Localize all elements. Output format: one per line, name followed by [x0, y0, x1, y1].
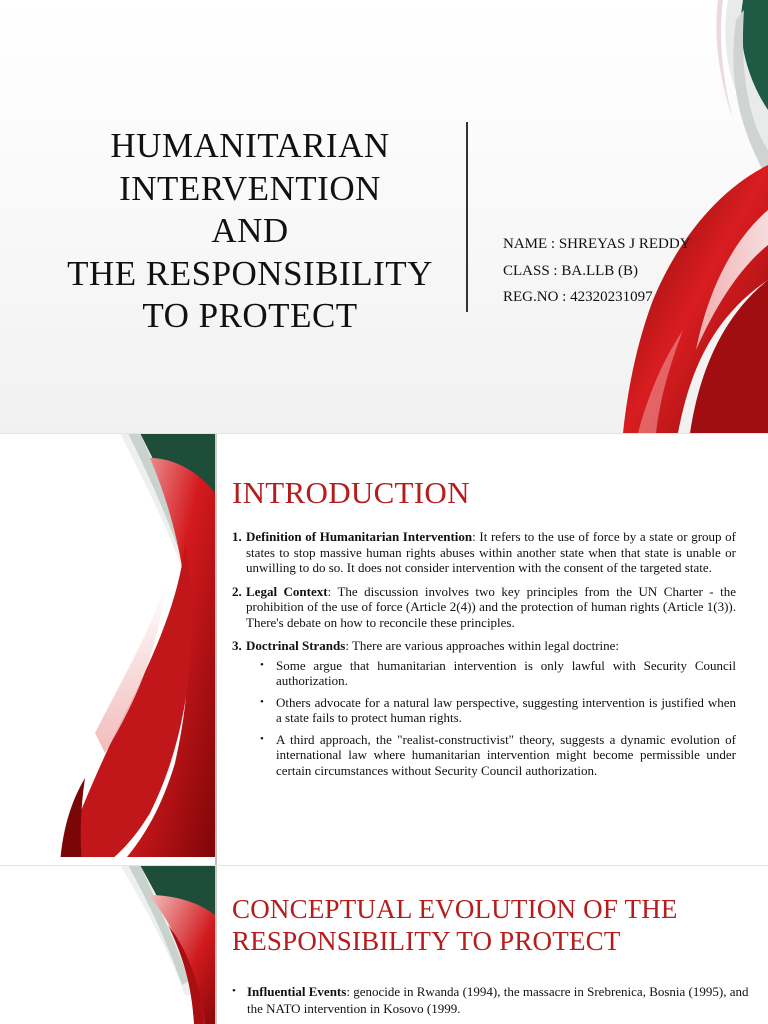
- bullet-icon: •: [260, 732, 264, 745]
- bullet-icon: •: [232, 985, 236, 997]
- list-item: [232, 983, 755, 1017]
- slide-divider-line: [215, 433, 217, 865]
- title-slide: [0, 0, 768, 433]
- title-line-5: TO PROTECT: [142, 296, 358, 335]
- item-term: Doctrinal Strands: [246, 638, 346, 653]
- title-line-3: AND: [211, 211, 289, 250]
- author-regno: REG.NO : 42320231097: [503, 289, 653, 305]
- item-text: : It refers to the use of force by a state or group of states to stop massive human rights abuses within another state when that state is unable or unwilling to do so. It does not consider intervention with the consent of the targeted state.: [246, 529, 736, 575]
- title-line-4: THE RESPONSIBILITY: [67, 253, 433, 293]
- title-divider: [466, 122, 468, 312]
- heading-line-1: CONCEPTUAL EVOLUTION OF THE: [232, 894, 678, 924]
- item-term: Influential Events: [247, 984, 347, 999]
- introduction-list: [232, 529, 736, 786]
- bullet-icon: •: [260, 695, 264, 708]
- conceptual-evolution-slide: [0, 865, 768, 1024]
- red-ribbon-decoration-right: [568, 0, 768, 433]
- item-term: Legal Context: [246, 583, 328, 599]
- sub-list-item: [260, 658, 736, 689]
- title-line-2: INTERVENTION: [119, 168, 381, 208]
- section-heading: INTRODUCTION: [232, 475, 470, 510]
- sub-list-item: [260, 732, 736, 779]
- sub-item-text: A third approach, the "realist-constructivist" theory, suggests a dynamic evolution of international law where humanitarian intervention might become permissible under certain circumstances without Security Council authorization.: [276, 731, 736, 778]
- sub-item-text: Others advocate for a natural law perspective, suggesting intervention is justified when a state fails to protect human rights.: [276, 694, 736, 725]
- item-text: : genocide in Rwanda (1994), the massacre in Srebrenica, Bosnia (1995), and the NATO intervention in Kosovo (1999.: [247, 984, 749, 1016]
- slide-separator: [0, 865, 768, 866]
- list-item: [232, 529, 736, 576]
- presentation-title: [40, 125, 460, 338]
- item-number: 3.: [232, 638, 242, 653]
- introduction-slide: [0, 433, 768, 865]
- item-number: 2.: [232, 583, 242, 599]
- sub-list-item: [260, 695, 736, 726]
- list-item: [232, 584, 736, 631]
- red-ribbon-decoration-left: [0, 865, 216, 1024]
- heading-line-2: RESPONSIBILITY TO PROTECT: [232, 926, 621, 956]
- item-text: : The discussion involves two key principles from the UN Charter - the prohibition of the use of force (Article 2(4)) and the protection of human rights (Article 1(3)). There's debate on how to reconcile these principles.: [246, 583, 736, 630]
- list-item: [232, 638, 736, 778]
- red-ribbon-decoration-left: [0, 433, 216, 865]
- title-line-1: HUMANITARIAN: [110, 126, 390, 165]
- author-info: [503, 231, 691, 311]
- author-name: NAME : SHREYAS J REDDY: [503, 236, 691, 252]
- item-text: : There are various approaches within legal doctrine:: [345, 638, 620, 653]
- slide-separator: [0, 433, 768, 434]
- item-term: Definition of Humanitarian Intervention: [246, 529, 473, 544]
- sub-item-text: Some argue that humanitarian intervention is only lawful with Security Council authorization.: [276, 657, 736, 688]
- bullet-icon: •: [260, 658, 264, 671]
- sub-list: [260, 658, 736, 779]
- section-heading: [232, 893, 678, 957]
- slide-divider-line: [215, 865, 217, 1024]
- author-class: CLASS : BA.LLB (B): [503, 262, 639, 279]
- item-number: 1.: [232, 529, 242, 544]
